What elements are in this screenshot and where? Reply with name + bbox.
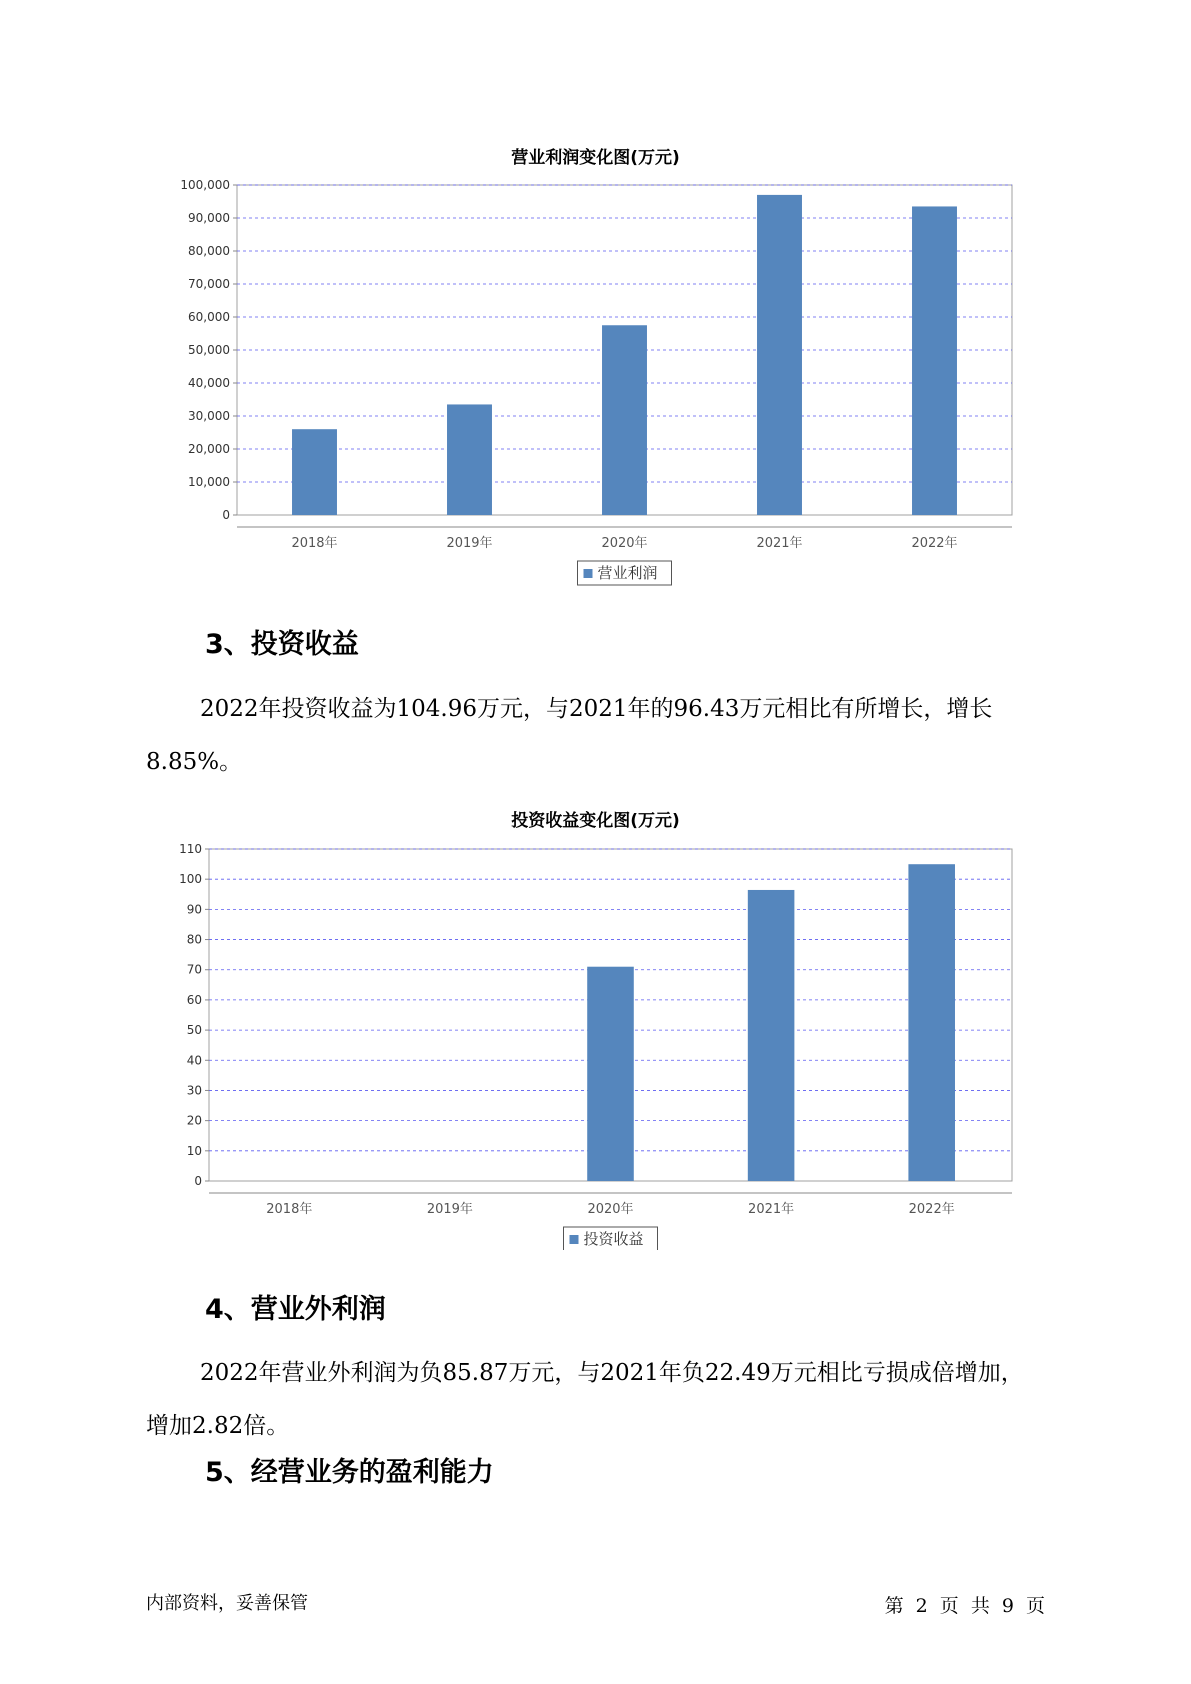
- bar: [757, 195, 802, 515]
- y-tick-label: 30: [186, 1083, 202, 1098]
- x-tick-label: 2021年: [756, 536, 803, 551]
- y-tick-label: 110: [179, 842, 202, 856]
- bar: [447, 404, 492, 515]
- y-tick-label: 80,000: [188, 244, 230, 258]
- y-tick-label: 90,000: [188, 211, 230, 225]
- y-tick-label: 50: [186, 1023, 202, 1038]
- bar: [587, 967, 634, 1181]
- section-3-heading: 3、投资收益: [205, 629, 359, 660]
- section-4-heading: 4、营业外利润: [205, 1294, 386, 1325]
- investment-income-chart: [0, 830, 1191, 1250]
- operating-profit-chart: [0, 170, 1191, 590]
- x-tick-label: 2022年: [911, 536, 958, 551]
- legend-label: 营业利润: [597, 564, 658, 582]
- x-tick-label: 2018年: [291, 536, 338, 551]
- footer-confidential-note: 内部资料，妥善保管: [146, 1593, 308, 1614]
- y-tick-label: 40,000: [188, 376, 230, 390]
- footer-page-number: 第 2 页 共 9 页: [884, 1595, 1045, 1617]
- y-tick-label: 60: [186, 992, 202, 1007]
- y-tick-label: 0: [222, 508, 230, 522]
- bar: [292, 429, 337, 515]
- chart1-title: 营业利润变化图(万元): [511, 148, 680, 168]
- chart2-title: 投资收益变化图(万元): [511, 811, 680, 831]
- x-tick-label: 2019年: [426, 1202, 473, 1217]
- legend-swatch: [584, 569, 593, 578]
- x-tick-label: 2020年: [601, 536, 648, 551]
- y-tick-label: 70,000: [188, 277, 230, 291]
- x-tick-label: 2021年: [748, 1202, 795, 1217]
- y-tick-label: 100,000: [180, 178, 230, 192]
- legend-label: 投资收益: [583, 1230, 644, 1248]
- bar: [908, 864, 955, 1181]
- y-tick-label: 20,000: [188, 442, 230, 456]
- bar: [748, 890, 795, 1181]
- y-tick-label: 100: [179, 872, 202, 887]
- section-4-paragraph: 2022年营业外利润为负85.87万元，与2021年负22.49万元相比亏损成倍增加，增加2.82倍。: [146, 1360, 1024, 1439]
- y-tick-label: 80: [186, 932, 202, 947]
- bar: [912, 206, 957, 515]
- y-tick-label: 30,000: [188, 409, 230, 423]
- section-5-heading: 5、经营业务的盈利能力: [205, 1457, 494, 1488]
- y-tick-label: 10,000: [188, 475, 230, 489]
- y-tick-label: 90: [186, 902, 202, 917]
- legend-swatch: [570, 1235, 579, 1244]
- x-tick-label: 2018年: [266, 1202, 313, 1217]
- y-tick-label: 70: [186, 962, 202, 977]
- y-tick-label: 0: [194, 1174, 202, 1188]
- bar: [602, 325, 647, 515]
- y-tick-label: 60,000: [188, 310, 230, 324]
- y-tick-label: 10: [186, 1143, 202, 1158]
- y-tick-label: 40: [186, 1053, 202, 1068]
- x-tick-label: 2022年: [908, 1202, 955, 1217]
- x-tick-label: 2020年: [587, 1202, 634, 1217]
- x-tick-label: 2019年: [446, 536, 493, 551]
- y-tick-label: 20: [186, 1113, 202, 1128]
- section-3-paragraph: 2022年投资收益为104.96万元，与2021年的96.43万元相比有所增长，增长8.85%。: [146, 696, 993, 775]
- y-tick-label: 50,000: [188, 343, 230, 357]
